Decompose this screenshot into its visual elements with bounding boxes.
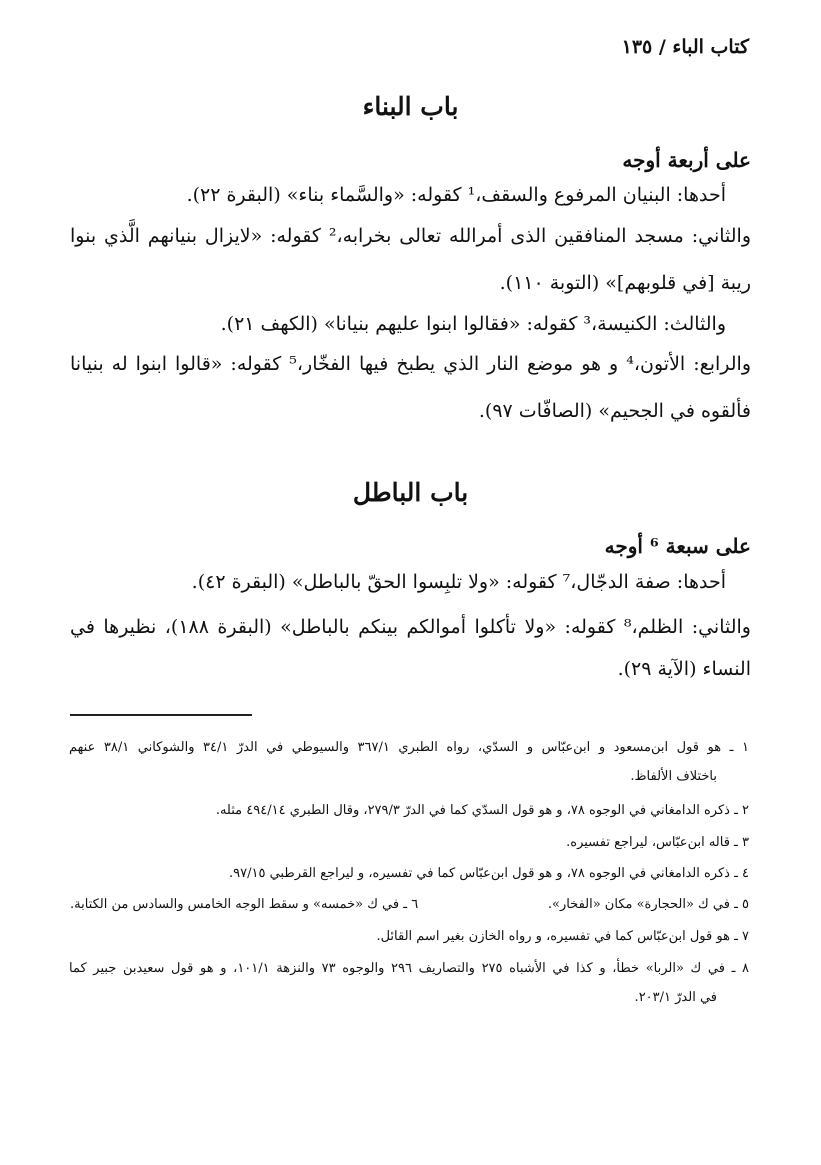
entry-line: والثالث: الكنيسة،³ كقوله: «فقالوا ابنوا عليهم بنيانا» (الكهف ٢١). — [220, 313, 726, 335]
footnote-separator — [70, 714, 252, 716]
section-lead: على أربعة أوجه — [622, 148, 751, 172]
entry-line: ريبة [في قلوبهم]» (التوبة ١١٠). — [499, 272, 751, 294]
entry-line: والرابع: الأتون،⁴ و هو موضع النار الذي يطبخ فيها الفخّار،⁵ كقوله: «قالوا ابنوا له بنيانا — [70, 353, 751, 375]
footnote-2: ٢ ـ ذكره الدامغاني في الوجوه ٧٨، و هو قول السدّي كما في الدرّ ٢٧٩/٣، وقال الطبري ٤٩٤/١٤ مثله. — [215, 803, 749, 818]
chapter-title-albatil: باب الباطل — [352, 478, 469, 507]
footnote-7: ٧ ـ هو قول ابن‌عبّاس كما في تفسيره، و رواه الخازن بغير اسم القائل. — [376, 929, 749, 944]
footnote-6: ٦ ـ في ك «خمسه» و سقط الوجه الخامس والسادس من الكتابة. — [70, 897, 419, 912]
footnote-4: ٤ ـ ذكره الدامغاني في الوجوه ٧٨، و هو قول ابن‌عبّاس كما في تفسيره، و ليراجع القرطبي ٩٧/١٥. — [229, 866, 749, 881]
footnote-8: ٨ ـ في ك «الربا» خطأ، و كذا في الأشباه ٢٧٥ والتصاريف ٢٩٦ والوجوه ٧٣ والنزهة ١٠١/١، و هو قول سعيدبن جبير كما — [69, 961, 749, 976]
footnote-3: ٣ ـ قاله ابن‌عبّاس، ليراجع تفسيره. — [566, 835, 749, 850]
footnote-1: ١ ـ هو قول ابن‌مسعود و ابن‌عبّاس و السدّي، رواه الطبري ٣٦٧/١ والسيوطي في الدرّ ٣٤/١ والشوكاني ٣٨/١ عنهم — [69, 740, 749, 755]
footnote-1-continued: باختلاف الألفاظ. — [630, 769, 717, 784]
entry-line: أحدها: صفة الدجّال،⁷ كقوله: «ولا تلبِسوا الحقّ بالباطل» (البقرة ٤٢). — [191, 571, 726, 593]
footnote-5: ٥ ـ في ك «الحجارة» مكان «الفخار». — [547, 897, 749, 912]
section-lead: على سبعة ⁶ أوجه — [604, 534, 751, 558]
footnote-8-continued: في الدرّ ٢٠٣/١. — [634, 990, 717, 1005]
entry-line: فألقوه في الجحيم» (الصافّات ٩٧). — [478, 400, 751, 422]
entry-line: والثاني: الظلم،⁸ كقوله: «ولا تأكلوا أموالكم بينكم بالباطل» (البقرة ١٨٨)، نظيرها في — [70, 616, 751, 638]
entry-line: أحدها: البنيان المرفوع والسقف،¹ كقوله: «والسَّماء بناء» (البقرة ٢٢). — [186, 184, 726, 206]
entry-line: والثاني: مسجد المنافقين الذى أمرالله تعالى بخرابه،² كقوله: «لايزال بنيانهم الَّذي بنوا — [70, 225, 751, 247]
chapter-title-albina: باب البناء — [362, 92, 459, 121]
entry-line: النساء (الآية ٢٩). — [617, 658, 751, 680]
running-header: كتاب الباء / ١٣٥ — [621, 36, 749, 58]
